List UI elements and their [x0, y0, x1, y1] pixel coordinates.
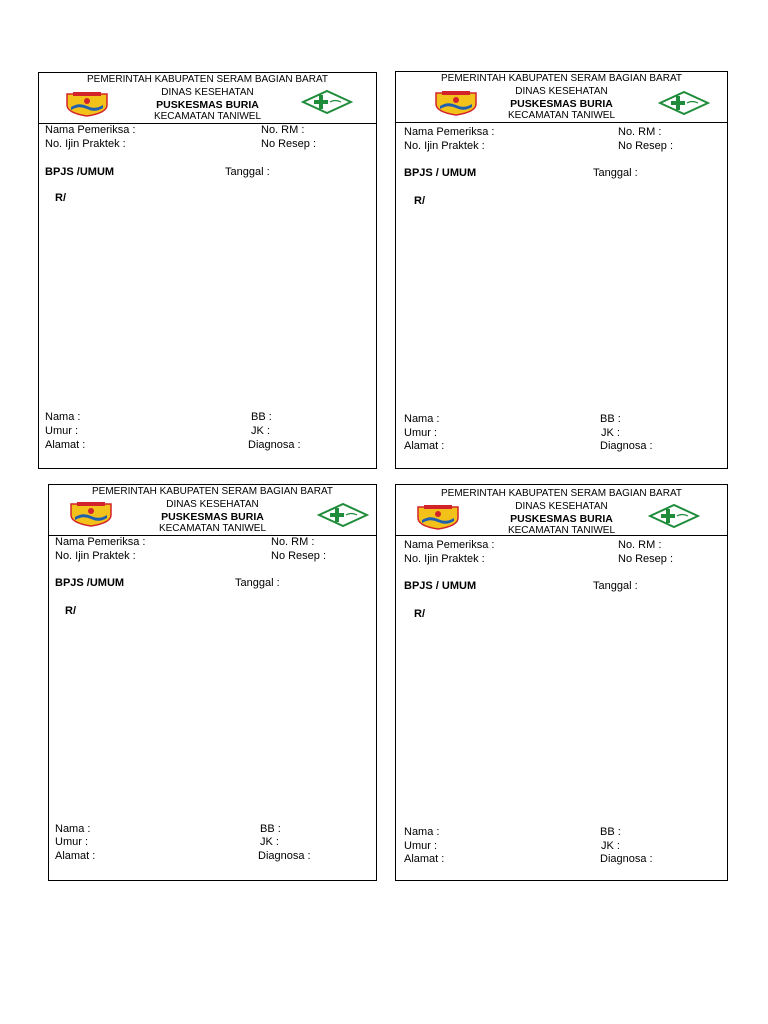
patient-gender-label: JK :: [601, 840, 620, 852]
puskesmas-cross-logo-icon: [658, 91, 710, 115]
regency-emblem-icon: [69, 501, 113, 527]
patient-age-label: Umur :: [404, 427, 437, 439]
patient-name-label: Nama :: [45, 411, 81, 423]
header-department: DINAS KESEHATAN: [166, 499, 259, 510]
date-label: Tanggal :: [235, 577, 280, 589]
header-government: PEMERINTAH KABUPATEN SERAM BAGIAN BARAT: [92, 486, 333, 497]
header-district: KECAMATAN TANIWEL: [153, 111, 262, 122]
header-department: DINAS KESEHATAN: [515, 86, 608, 97]
diagnosis-label: Diagnosa :: [600, 853, 653, 865]
regency-emblem-icon: [416, 504, 460, 530]
diagnosis-label: Diagnosa :: [258, 850, 311, 862]
prescription-number-label: No Resep :: [618, 553, 674, 565]
payment-type-label: BPJS / UMUM: [404, 580, 477, 592]
recipe-symbol: R/: [414, 608, 425, 620]
medical-record-label: No. RM :: [261, 124, 305, 136]
practice-license-label: No. Ijin Praktek :: [45, 138, 126, 150]
header-government: PEMERINTAH KABUPATEN SERAM BAGIAN BARAT: [441, 73, 682, 84]
card-header: [396, 72, 727, 123]
puskesmas-cross-logo-icon: [648, 504, 700, 528]
payment-type-label: BPJS /UMUM: [55, 577, 125, 589]
patient-gender-label: JK :: [601, 427, 620, 439]
card-header: [49, 485, 376, 536]
payment-type-label: BPJS / UMUM: [404, 167, 477, 179]
medical-record-label: No. RM :: [271, 536, 315, 548]
patient-age-label: Umur :: [55, 836, 88, 848]
examiner-name-label: Nama Pemeriksa :: [404, 539, 495, 551]
date-label: Tanggal :: [225, 166, 270, 178]
recipe-symbol: R/: [65, 605, 76, 617]
patient-weight-label: BB :: [600, 826, 621, 838]
patient-age-label: Umur :: [45, 425, 78, 437]
prescription-card-1: [38, 72, 377, 469]
medical-record-label: No. RM :: [618, 126, 662, 138]
patient-name-label: Nama :: [404, 413, 440, 425]
date-label: Tanggal :: [593, 580, 638, 592]
practice-license-label: No. Ijin Praktek :: [404, 553, 485, 565]
practice-license-label: No. Ijin Praktek :: [55, 550, 136, 562]
header-department: DINAS KESEHATAN: [161, 87, 254, 98]
patient-name-label: Nama :: [404, 826, 440, 838]
card-header: [39, 73, 376, 124]
header-government: PEMERINTAH KABUPATEN SERAM BAGIAN BARAT: [441, 488, 682, 499]
examiner-name-label: Nama Pemeriksa :: [45, 124, 136, 136]
practice-license-label: No. Ijin Praktek :: [404, 140, 485, 152]
date-label: Tanggal :: [593, 167, 638, 179]
header-puskesmas: PUSKESMAS BURIA: [161, 511, 264, 523]
puskesmas-cross-logo-icon: [301, 90, 353, 114]
header-district: KECAMATAN TANIWEL: [158, 523, 267, 534]
header-government: PEMERINTAH KABUPATEN SERAM BAGIAN BARAT: [87, 74, 328, 85]
examiner-name-label: Nama Pemeriksa :: [55, 536, 146, 548]
patient-weight-label: BB :: [600, 413, 621, 425]
header-puskesmas: PUSKESMAS BURIA: [156, 99, 259, 111]
prescription-card-2: [395, 71, 728, 469]
patient-address-label: Alamat :: [404, 853, 445, 865]
prescription-number-label: No Resep :: [271, 550, 327, 562]
patient-gender-label: JK :: [251, 425, 270, 437]
patient-age-label: Umur :: [404, 840, 437, 852]
patient-weight-label: BB :: [260, 823, 281, 835]
examiner-name-label: Nama Pemeriksa :: [404, 126, 495, 138]
medical-record-label: No. RM :: [618, 539, 662, 551]
patient-weight-label: BB :: [251, 411, 272, 423]
patient-address-label: Alamat :: [45, 439, 86, 451]
prescription-number-label: No Resep :: [261, 138, 317, 150]
prescription-card-3: [48, 484, 377, 881]
recipe-symbol: R/: [55, 192, 66, 204]
recipe-symbol: R/: [414, 195, 425, 207]
header-district: KECAMATAN TANIWEL: [507, 110, 616, 121]
patient-name-label: Nama :: [55, 823, 91, 835]
header-department: DINAS KESEHATAN: [515, 501, 608, 512]
payment-type-label: BPJS /UMUM: [45, 166, 115, 178]
patient-address-label: Alamat :: [55, 850, 96, 862]
regency-emblem-icon: [434, 90, 478, 116]
patient-address-label: Alamat :: [404, 440, 445, 452]
prescription-card-4: [395, 484, 728, 881]
patient-gender-label: JK :: [260, 836, 279, 848]
header-puskesmas: PUSKESMAS BURIA: [510, 513, 613, 525]
prescription-number-label: No Resep :: [618, 140, 674, 152]
diagnosis-label: Diagnosa :: [600, 440, 653, 452]
card-header: [396, 485, 727, 536]
diagnosis-label: Diagnosa :: [248, 439, 301, 451]
regency-emblem-icon: [65, 91, 109, 117]
header-puskesmas: PUSKESMAS BURIA: [510, 98, 613, 110]
header-district: KECAMATAN TANIWEL: [507, 525, 616, 536]
puskesmas-cross-logo-icon: [317, 503, 369, 527]
